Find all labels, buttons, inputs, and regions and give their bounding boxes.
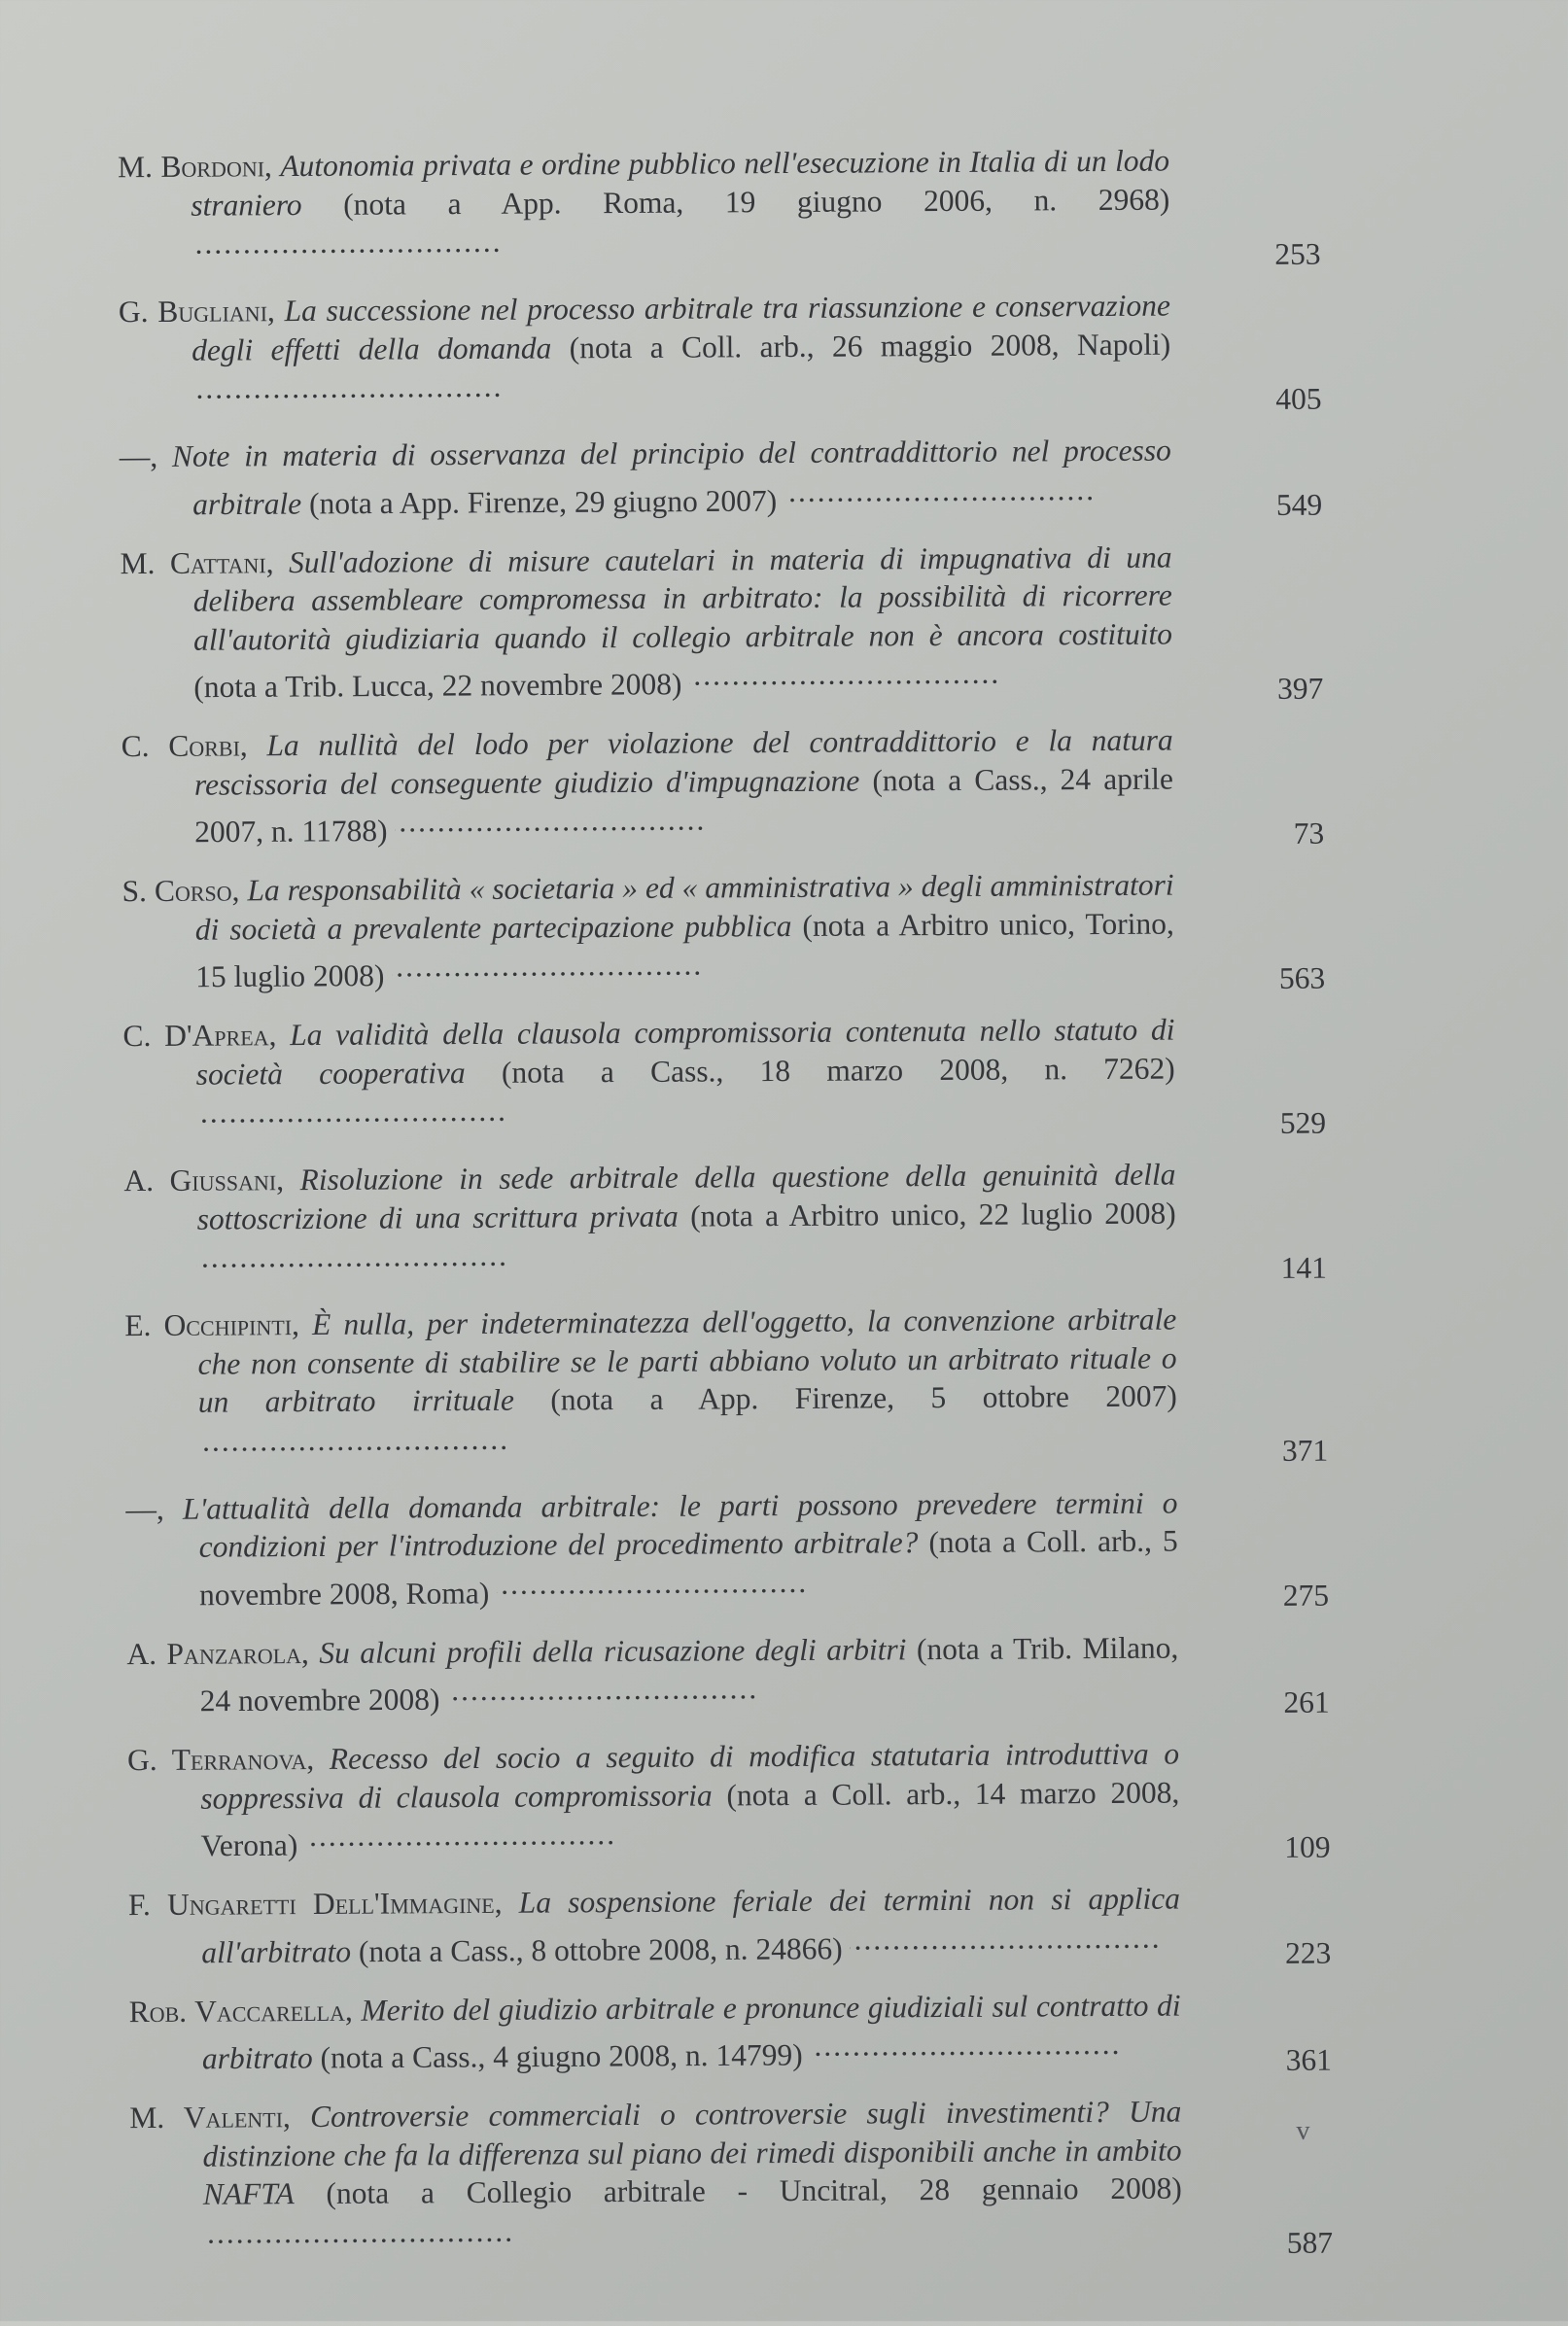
entry-text: S. Corso, La responsabilità « societaria » ed « amministrativa » degli amministratori di società a prevalente partecipazione pubblica (nota a Arbitro unico, Torino, 15 luglio 2008) .....: [122, 866, 1174, 997]
entry-page-number: 261: [1283, 1684, 1330, 1719]
entry-author: E. Occhipinti: [124, 1307, 293, 1343]
entry-author: M. Valenti: [129, 2100, 284, 2135]
entry-title: Sull'adozione di misure cautelari in materia di impugnativa di una delibera assembleare compromessa in arbitrato: la possibilità di ricorrere all'autorità giudiziaria quando il collegio arbitrale non è ancora costituito: [192, 539, 1173, 657]
entry-page-number: 563: [1278, 960, 1326, 995]
dot-leader: [395, 801, 706, 841]
entry-title: Controversie commerciali o controversie sugli investimenti? Una distinzione che fa la differenza sul piano dei rimedi disponibili anche in ambito NAFTA: [202, 2094, 1182, 2211]
entry-note: (nota a Cass., 8 ottobre 2008, n. 24866): [358, 1930, 843, 1968]
entry-note: (nota a Coll. arb., 5 novembre 2008, Roma): [198, 1523, 1178, 1612]
entry-page-number: 587: [1286, 2225, 1334, 2260]
entry-page-number: 73: [1293, 816, 1325, 851]
entry-note: (nota a Trib. Milano, 24 novembre 2008): [199, 1630, 1179, 1718]
toc-entry: [126, 1627, 1333, 1720]
entry-author: C. D'Aprea: [122, 1018, 269, 1054]
entry-page-number: 397: [1276, 671, 1324, 706]
entry-note: (nota a Arbitro unico, Torino, 15 luglio 2008): [195, 906, 1174, 994]
entry-author: G. Terranova: [126, 1742, 307, 1778]
toc-entry: [129, 2092, 1336, 2262]
dot-leader: [191, 223, 502, 262]
entry-page-number: 253: [1274, 236, 1321, 271]
entry-page-number: 405: [1275, 381, 1322, 416]
dot-leader: [197, 1236, 508, 1276]
toc-entry: [118, 141, 1324, 273]
toc-entry: [125, 1482, 1332, 1614]
entry-note: (nota a Coll. arb., 14 marzo 2008, Verona): [200, 1775, 1180, 1863]
entry-author: A. Giussani: [123, 1163, 277, 1198]
entry-text: C. Corbi, La nullità del lodo per violazione del contraddittorio e la natura rescissoria del conseguente giudizio d'impugnazione (nota a Cass., 24 aprile 2007, n. 11788) .....: [122, 721, 1174, 852]
table-of-contents: [118, 141, 1336, 2282]
entry-note: (nota a App. Firenze, 29 giugno 2007): [308, 483, 778, 520]
entry-author: C. Corbi: [121, 728, 240, 764]
entry-title: L'attualità della domanda arbitrale: le parti possono prevedere termini o condizioni per l'introduzione del procedimento arbitrale?: [182, 1485, 1178, 1564]
entry-title: Risoluzione in sede arbitrale della questione della genuinità della sottoscrizione di una scrittura privata: [196, 1157, 1176, 1236]
entry-text: E. Occhipinti, È nulla, per indeterminatezza dell'oggetto, la convenzione arbitrale che non consente di stabilire se le parti abbiano voluto un arbitrato rituale o un arbitrato irrituale (nota a App. Firenze, 5 ottobre 2007) .....: [124, 1301, 1177, 1470]
entry-text: M. Bordoni, Autonomia privata e ordine pubblico nell'esecuzione in Italia di un lodo straniero (nota a App. Roma, 19 giugno 2006, n. 2968) .....: [118, 142, 1170, 273]
entry-author: G. Bugliani: [118, 294, 268, 330]
entry-page-number: 361: [1285, 2042, 1333, 2077]
entry-text: F. Ungaretti Dell'Immagine, La sospensione feriale dei termini non si applica all'arbitrato (nota a Cass., 8 ottobre 2008, n. 24866) .....: [128, 1880, 1181, 1972]
entry-note: (nota a App. Roma, 19 giugno 2006, n. 2968): [343, 182, 1170, 222]
toc-entry: [119, 286, 1325, 418]
dot-leader: [192, 367, 503, 407]
toc-entry: [124, 1300, 1331, 1470]
entry-author: Rob. Vaccarella: [128, 1993, 346, 2029]
toc-entry: [122, 1010, 1329, 1142]
entry-text: G. Terranova, Recesso del socio a seguito di modifica statutaria introduttiva o soppressiva di clausola compromissoria (nota a Coll. arb., 14 marzo 2008, Verona) .....: [127, 1735, 1180, 1866]
toc-entry: [127, 1734, 1334, 1866]
entry-title: Recesso del socio a seguito di modifica statutaria introduttiva o soppressiva di clausola compromissoria: [200, 1736, 1180, 1816]
entry-author: F. Ungaretti Dell'Immagine: [127, 1885, 495, 1923]
entry-author: S. Corso: [122, 873, 232, 909]
entry-text: G. Bugliani, La successione nel processo arbitrale tra riassunzione e conservazione degli effetti della domanda (nota a Coll. arb., 26 maggio 2008, Napoli) .....: [119, 287, 1171, 418]
folio-page-number: v: [1296, 2115, 1310, 2146]
dot-leader: [198, 1419, 509, 1459]
entry-text: —, Note in materia di osservanza del principio del contraddittorio nel processo arbitrale (nota a App. Firenze, 29 giugno 2007) .....: [120, 432, 1172, 524]
entry-page-number: 223: [1284, 1935, 1332, 1970]
entry-author: —: [125, 1491, 157, 1526]
entry-text: A. Giussani, Risoluzione in sede arbitrale della questione della genuinità della sottoscrizione di una scrittura privata (nota a Arbitro unico, 22 luglio 2008) .....: [123, 1156, 1176, 1287]
entry-title: La validità della clausola compromissoria contenuta nello statuto di società cooperativa: [195, 1012, 1175, 1092]
entry-note: (nota a Cass., 18 marzo 2008, n. 7262): [501, 1051, 1175, 1090]
entry-text: M. Cattani, Sull'adozione di misure cautelari in materia di impugnativa di una delibera assembleare compromessa in arbitrato: la possibilità di ricorrere all'autorità giudiziaria quando il collegio arbitrale non è ancora costituito (nota a Trib. Lucca, 22 novembre 2008) .....: [120, 538, 1172, 707]
entry-author: M. Bordoni: [117, 149, 265, 185]
entry-page-number: 529: [1279, 1105, 1327, 1140]
dot-leader: [689, 654, 1000, 694]
toc-entry: [122, 720, 1328, 852]
dot-leader: [305, 1815, 616, 1855]
toc-entry: [122, 865, 1328, 997]
entry-page-number: 371: [1281, 1433, 1329, 1468]
entry-page-number: 275: [1282, 1578, 1330, 1613]
dot-leader: [203, 2211, 514, 2251]
entry-author: —: [119, 438, 151, 474]
entry-text: Rob. Vaccarella, Merito del giudizio arbitrale e pronunce giudiziali sul contratto di arbitrato (nota a Cass., 4 giugno 2008, n. 14799) .....: [129, 1986, 1182, 2078]
entry-title: La sospensione feriale dei termini non si applica all'arbitrato: [201, 1881, 1181, 1969]
dot-leader: [497, 1562, 808, 1602]
toc-entry: [120, 431, 1326, 524]
entry-note: (nota a Collegio arbitrale - Uncitral, 28 gennaio 2008): [326, 2170, 1182, 2210]
entry-note: (nota a Trib. Lucca, 22 novembre 2008): [193, 667, 682, 705]
dot-leader: [392, 946, 703, 986]
toc-entry: [128, 1879, 1335, 1972]
dot-leader: [810, 2025, 1121, 2065]
toc-entry: [123, 1155, 1330, 1287]
entry-page-number: 549: [1275, 487, 1323, 522]
entry-title: Merito del giudizio arbitrale e pronunce giudiziali sul contratto di arbitrato: [201, 1988, 1181, 2076]
entry-note: (nota a Coll. arb., 26 maggio 2008, Napoli): [569, 327, 1171, 365]
entry-text: M. Valenti, Controversie commerciali o controversie sugli investimenti? Una distinzione che fa la differenza sul piano dei rimedi disponibili anche in ambito NAFTA (nota a Collegio arbitrale - Uncitral, 28 gennaio 2008) .....: [129, 2093, 1182, 2262]
entry-author: M. Cattani: [120, 544, 266, 580]
dot-leader: [784, 470, 1096, 510]
entry-note: (nota a Cass., 24 aprile 2007, n. 11788): [194, 761, 1174, 850]
entry-page-number: 109: [1284, 1829, 1331, 1864]
entry-title: Su alcuni profili della ricusazione degli arbitri: [319, 1631, 907, 1670]
entry-title: Note in materia di osservanza del principio del contraddittorio nel processo arbitrale: [171, 433, 1171, 521]
entry-note: (nota a Cass., 4 giugno 2008, n. 14799): [320, 2037, 803, 2075]
dot-leader: [447, 1669, 758, 1709]
entry-text: C. D'Aprea, La validità della clausola compromissoria contenuta nello statuto di società cooperativa (nota a Cass., 18 marzo 2008, n. 7262) .....: [122, 1011, 1175, 1142]
entry-title: La successione nel processo arbitrale tra riassunzione e conservazione degli effetti della domanda: [192, 288, 1171, 367]
entry-title: La nullità del lodo per violazione del contraddittorio e la natura rescissoria del conseguente giudizio d'impugnazione: [193, 722, 1173, 802]
toc-entry: [129, 1985, 1336, 2078]
entry-text: A. Panzarola, Su alcuni profili della ricusazione degli arbitri (nota a Trib. Milano, 24 novembre 2008) .....: [126, 1628, 1179, 1720]
entry-page-number: 141: [1280, 1250, 1328, 1285]
entry-title: Autonomia privata e ordine pubblico nell'esecuzione in Italia di un lodo straniero: [191, 143, 1170, 223]
entry-note: (nota a Arbitro unico, 22 luglio 2008): [690, 1196, 1176, 1233]
toc-entry: [120, 537, 1326, 707]
entry-text: —, L'attualità della domanda arbitrale: le parti possono prevedere termini o condizioni per l'introduzione del procedimento arbitrale? (nota a Coll. arb., 5 novembre 2008, Roma) .....: [125, 1483, 1178, 1614]
dot-leader: [196, 1092, 507, 1131]
entry-title: La responsabilità « societaria » ed « amministrativa » degli amministratori di società a prevalente partecipazione pubblica: [194, 867, 1174, 947]
dot-leader: [850, 1918, 1161, 1958]
entry-author: A. Panzarola: [126, 1635, 302, 1671]
entry-title: È nulla, per indeterminatezza dell'oggetto, la convenzione arbitrale che non consente di stabilire se le parti abbiano voluto un arbitrato rituale o un arbitrato irrituale: [197, 1302, 1177, 1419]
entry-note: (nota a App. Firenze, 5 ottobre 2007): [550, 1378, 1177, 1417]
